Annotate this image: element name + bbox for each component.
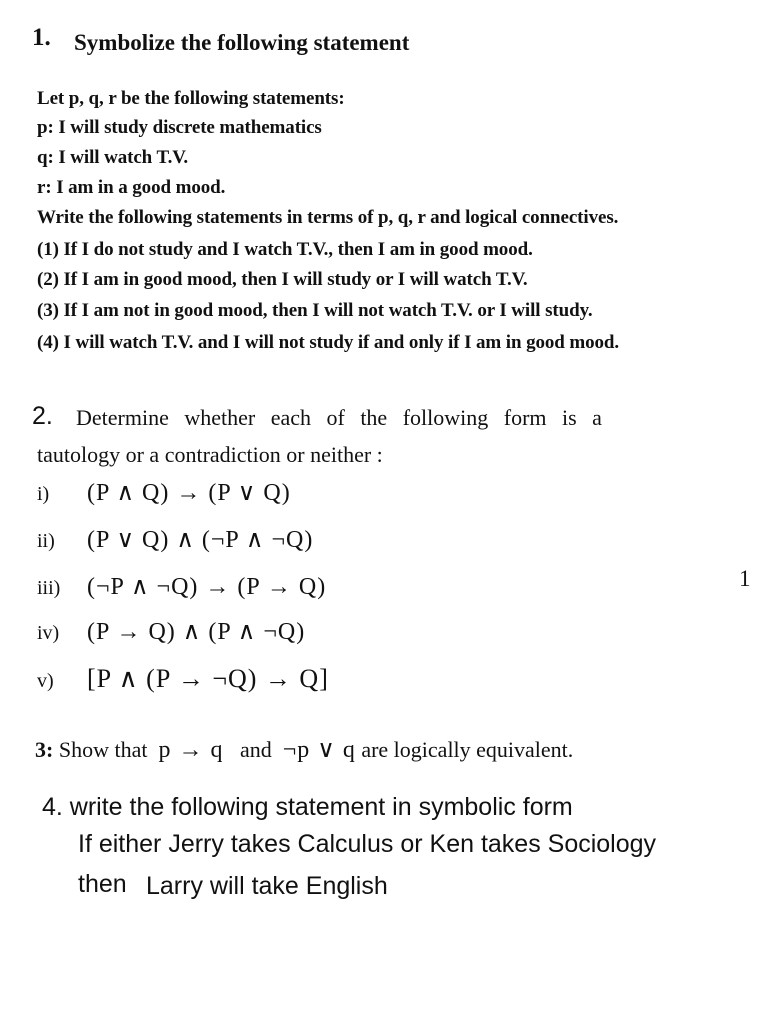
question-4-statement-then: then <box>78 870 127 898</box>
question-3-number: 3: <box>35 737 54 762</box>
q2-item-formula: (¬P ∧ ¬Q) → (P → Q) <box>87 574 327 600</box>
question-4-statement-line-1: If either Jerry takes Calculus or Ken takes Sociology <box>78 830 657 858</box>
side-number: 1 <box>739 566 751 591</box>
q2-item-label: iv) <box>37 622 60 644</box>
q2-item-v <box>37 664 329 694</box>
q2-item-label: iii) <box>37 577 61 599</box>
q1-instruction: Write the following statements in terms of p, q, r and logical connectives. <box>37 207 619 228</box>
question-3-text-and: and <box>239 737 272 762</box>
q1-statement-r: r: I am in a good mood. <box>37 177 226 198</box>
q1-intro-line: Let p, q, r be the following statements: <box>37 88 345 109</box>
q2-item-label: ii) <box>37 530 55 552</box>
question-4-statement-line-2: Larry will take English <box>146 872 388 900</box>
q2-item-label: v) <box>37 670 54 692</box>
question-4-instruction: 4. write the following statement in symbolic form <box>42 793 573 821</box>
q1-item-4: (4) I will watch T.V. and I will not study if and only if I am in good mood. <box>37 332 620 353</box>
question-1-number: 1. <box>32 24 51 51</box>
q2-item-formula: (P ∨ Q) ∧ (¬P ∧ ¬Q) <box>87 527 314 553</box>
q2-item-iii <box>37 572 326 601</box>
q2-item-ii <box>37 525 313 554</box>
q2-item-iv <box>37 617 305 646</box>
q1-statement-p: p: I will study discrete mathematics <box>37 117 322 138</box>
question-3-formula-2: ¬p ∨ q <box>282 737 356 763</box>
q1-item-1: (1) If I do not study and I watch T.V., then I am in good mood. <box>37 239 533 260</box>
question-2-text: Determine whether each of the following form is a <box>76 405 602 430</box>
question-2-number: 2. <box>32 402 53 430</box>
question-1-title: Symbolize the following statement <box>74 30 410 55</box>
question-2-text-continued: tautology or a contradiction or neither : <box>37 442 383 467</box>
q1-item-3: (3) If I am not in good mood, then I will not watch T.V. or I will study. <box>37 300 593 321</box>
question-3 <box>35 735 573 764</box>
q2-item-i <box>37 478 291 507</box>
question-3-text-start: Show that <box>58 737 148 762</box>
q1-statement-q: q: I will watch T.V. <box>37 147 189 168</box>
q2-item-formula: (P ∧ Q) → (P ∨ Q) <box>87 480 291 506</box>
q1-item-2: (2) If I am in good mood, then I will study or I will watch T.V. <box>37 269 528 290</box>
question-3-text-end: are logically equivalent. <box>361 737 574 762</box>
q2-item-formula: (P → Q) ∧ (P ∧ ¬Q) <box>87 619 306 645</box>
q2-item-label: i) <box>37 483 50 505</box>
q2-item-formula: [P ∧ (P → ¬Q) → Q] <box>87 664 329 693</box>
question-3-formula-1: p → q <box>158 737 224 763</box>
